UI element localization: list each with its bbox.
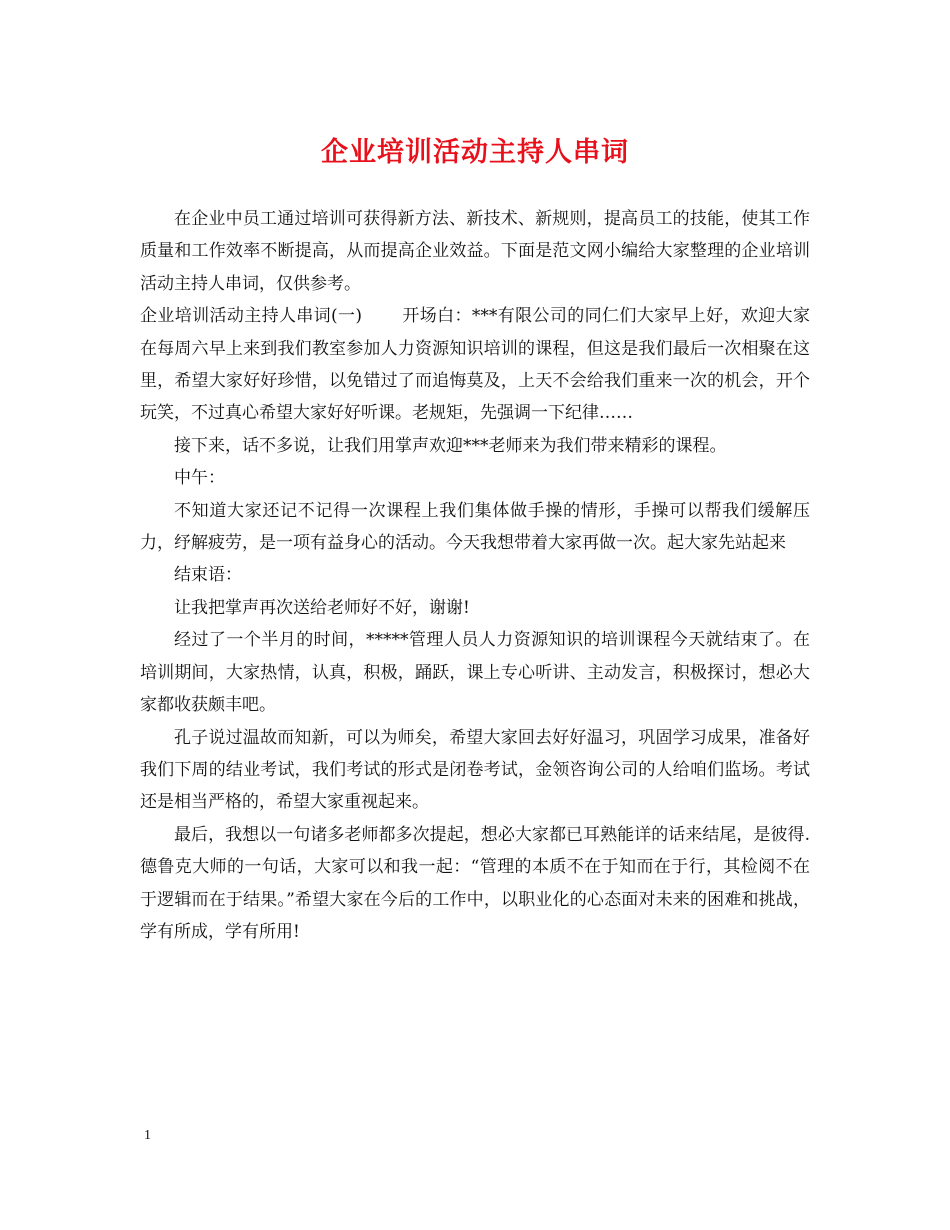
document-title: 企业培训活动主持人串词 (321, 137, 629, 168)
paragraph: 结束语： (174, 565, 242, 586)
document-body (140, 203, 810, 948)
opening-text: 开场白：***有限公司的同仁们大家早上好，欢迎大家在每周六早上来到我们教室参加人力资源知识培训的课程，但这是我们最后一次相聚在这里，希望大家好好珍惜，以免错过了而追悔莫及，上天不会给我们重来一次的机会，开个玩笑，不过真心希望大家好好听课。老规矩，先强调一下纪律…… (140, 306, 811, 424)
paragraph: 接下来，话不多说，让我们用掌声欢迎***老师来为我们带来精彩的课程。 (174, 435, 727, 456)
section-heading: 企业培训活动主持人串词(一) (140, 306, 363, 327)
paragraph: 中午： (174, 468, 225, 489)
paragraph: 不知道大家还记不记得一次课程上我们集体做手操的情形，手操可以帮我们缓解压力，纾解疲劳，是一项有益身心的活动。今天我想带着大家再做一次。起大家先站起来 (140, 500, 810, 554)
paragraph: 最后，我想以一句诸多老师都多次提起，想必大家都已耳熟能详的话来结尾，是彼得.德鲁克大师的一句话，大家可以和我一起：“管理的本质不在于知而在于行，其检阅不在于逻辑而在于结果。”希望大家在今后的工作中，以职业化的心态面对未来的困难和挑战，学有所成，学有所用! (140, 824, 810, 942)
intro-paragraph: 在企业中员工通过培训可获得新方法、新技术、新规则，提高员工的技能，使其工作质量和工作效率不断提高，从而提高企业效益。下面是范文网小编给大家整理的企业培训活动主持人串词，仅供参考。 (140, 209, 810, 294)
paragraph: 孔子说过温故而知新，可以为师矣，希望大家回去好好温习，巩固学习成果，准备好我们下周的结业考试，我们考试的形式是闭卷考试，金领咨询公司的人给咱们监场。考试还是相当严格的，希望大家重视起来。 (140, 727, 810, 813)
paragraph: 让我把掌声再次送给老师好不好，谢谢! (174, 597, 470, 618)
paragraph: 经过了一个半月的时间，*****管理人员人力资源知识的培训课程今天就结束了。在培训期间，大家热情，认真，积极，踊跃，课上专心听讲、主动发言，积极探讨，想必大家都收获颇丰吧。 (140, 630, 810, 716)
section-paragraph (140, 300, 810, 430)
page-number: 1 (144, 1128, 151, 1143)
